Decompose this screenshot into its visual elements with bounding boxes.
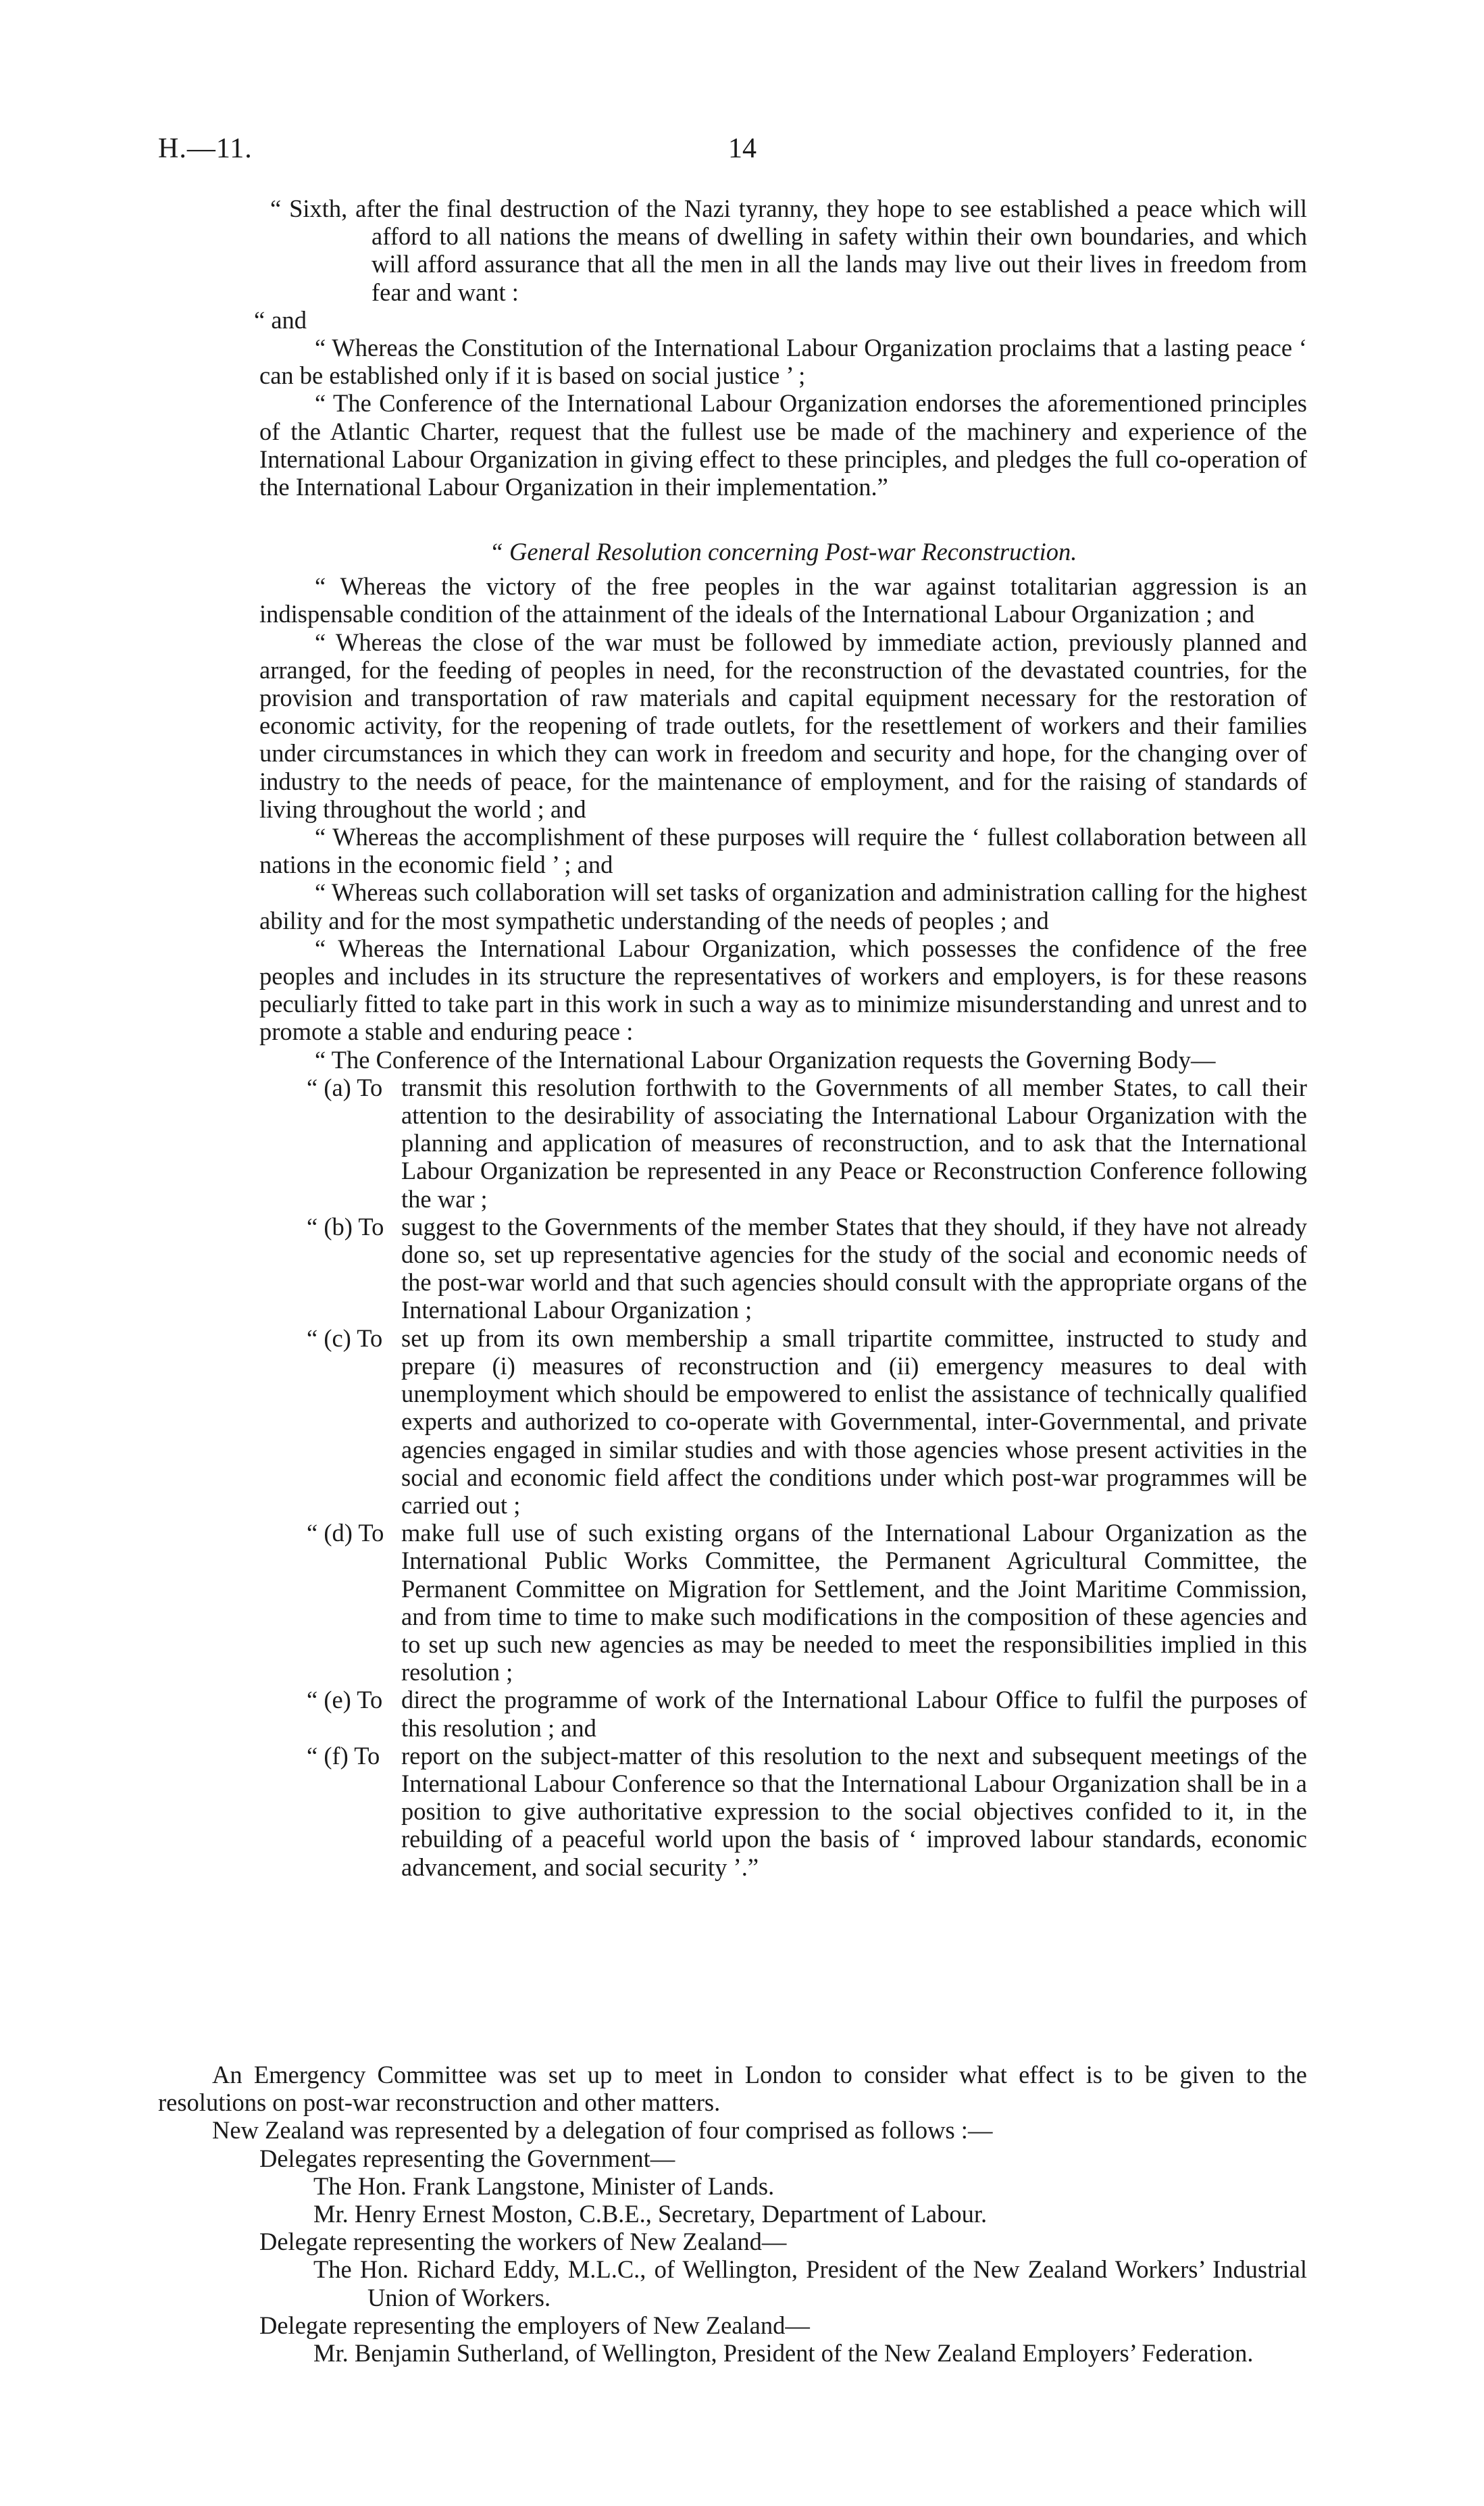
item-label: “ (c) To: [307, 1324, 383, 1352]
resolution-paragraph: “ Whereas such collaboration will set tasks of organization and administration calling for the highest ability and for the most sympathetic understanding of the needs of peoples ; and: [259, 878, 1307, 934]
emergency-committee-paragraph: An Emergency Committee was set up to meet in London to consider what effect is to be given to the resolutions on post-war reconstruction and other matters.: [158, 2061, 1307, 2117]
and-line: “ and: [254, 305, 307, 334]
item-label: “ (a) To: [307, 1073, 383, 1101]
resolution-item-e: [307, 1686, 1307, 1741]
delegation-intro: New Zealand was represented by a delegation of four comprised as follows :—: [212, 2116, 993, 2145]
resolution-title: “ General Resolution concerning Post-war Reconstruction.: [489, 538, 1077, 566]
workers-delegate: The Hon. Richard Eddy, M.L.C., of Wellington, President of the New Zealand Workers’ Industrial Union of Workers.: [313, 2255, 1307, 2311]
document-reference: H.—11.: [158, 133, 253, 164]
delegation-section: [158, 2061, 1307, 2367]
item-text: transmit this resolution forthwith to the Governments of all member States, to call their attention to the desirability of associating the International Labour Organization with the planning and application of measures of reconstruction, and to ask that the International Labour Organization be represented in any Peace or Reconstruction Conference following the war ;: [401, 1073, 1307, 1213]
item-text: direct the programme of work of the International Labour Office to fulfil the purposes of this resolution ; and: [401, 1686, 1307, 1742]
item-label: “ (b) To: [307, 1212, 384, 1241]
resolution-paragraph: “ Whereas the accomplishment of these purposes will require the ‘ fullest collaboration between all nations in the economic field ’ ; and: [259, 823, 1307, 879]
resolution-item-f: [307, 1742, 1307, 1881]
resolution-item-b: [307, 1213, 1307, 1324]
item-text: set up from its own membership a small tripartite committee, instructed to study and prepare (i) measures of reconstruction and (ii) emergency measures to deal with unemployment which should be empowered to enlist the assistance of technically qualified experts and authorized to co-operate with Governmental, inter-Governmental, and private agencies engaged in similar studies and with those agencies whose present activities in the social and economic field affect the conditions under which post-war programmes will be carried out ;: [401, 1324, 1307, 1519]
atlantic-charter-section: [254, 195, 1307, 501]
sixth-clause: “ Sixth, after the final destruction of the Nazi tyranny, they hope to see established a peace which will afford to all nations the means of dwelling in safety within their own boundaries, and which will afford assurance that all the men in all the lands may live out their lives in freedom from fear and want :: [270, 195, 1307, 306]
resolution-paragraph: “ Whereas the International Labour Organization, which possesses the confidence of the free peoples and includes in its structure the representatives of workers and employers, is for these reasons peculiarly fitted to take part in this work in such a way as to minimize misunderstanding and unrest and to promote a stable and enduring peace :: [259, 934, 1307, 1046]
resolution-paragraph: “ Whereas the victory of the free peoples in the war against totalitarian aggression is an indispensable condition of the attainment of the ideals of the International Labour Organization ; and: [259, 572, 1307, 628]
item-text: suggest to the Governments of the member States that they should, if they have not already done so, set up representative agencies for the study of the social and economic needs of the post-war world and that such agencies should consult with the appropriate organs of the International Labour Organization ;: [401, 1212, 1307, 1324]
government-heading: Delegates representing the Government—: [259, 2144, 675, 2172]
item-text: make full use of such existing organs of the International Labour Organization as the International Public Works Committee, the Permanent Agricultural Committee, the Permanent Committee on Migration for Settlement, and the Joint Maritime Commission, and from time to time to make such modifications in the composition of these agencies and to set up such new agencies as may be needed to meet the responsibilities implied in this resolution ;: [401, 1519, 1307, 1686]
resolution-paragraph: “ The Conference of the International Labour Organization requests the Governing Body—: [315, 1045, 1216, 1074]
resolution-item-a: [307, 1074, 1307, 1213]
item-label: “ (d) To: [307, 1519, 384, 1547]
item-label: “ (e) To: [307, 1686, 383, 1714]
page-number: 14: [728, 133, 757, 164]
workers-heading: Delegate representing the workers of New Zealand—: [259, 2228, 787, 2256]
government-delegate: The Hon. Frank Langstone, Minister of Lands.: [313, 2172, 775, 2200]
government-delegate: Mr. Henry Ernest Moston, C.B.E., Secretary, Department of Labour.: [313, 2200, 988, 2228]
employers-delegate: Mr. Benjamin Sutherland, of Wellington, President of the New Zealand Employers’ Federation.: [313, 2339, 1254, 2367]
item-text: report on the subject-matter of this resolution to the next and subsequent meetings of the International Labour Conference so that the International Labour Organization shall be in a position to give authoritative expression to the social objectives confided to it, in the rebuilding of a peaceful world upon the basis of ‘ improved labour standards, economic advancement, and social security ’.”: [401, 1741, 1307, 1881]
item-label: “ (f) To: [307, 1741, 380, 1770]
conference-endorsement: “ The Conference of the International Labour Organization endorses the aforementioned principles of the Atlantic Charter, request that the fullest use be made of the machinery and experience of the International Labour Organization in giving effect to these principles, and pledges the full co-operation of the International Labour Organization in their implementation.”: [259, 389, 1307, 501]
resolution-section: [259, 520, 1307, 1881]
whereas-constitution: “ Whereas the Constitution of the International Labour Organization proclaims that a lasting peace ‘ can be established only if it is based on social justice ’ ;: [259, 334, 1307, 390]
resolution-paragraph: “ Whereas the close of the war must be followed by immediate action, previously planned and arranged, for the feeding of peoples in need, for the reconstruction of the devastated countries, for the provision and transportation of raw materials and capital equipment necessary for the restoration of economic activity, for the reopening of trade outlets, for the resettlement of workers and their families under circumstances in which they can work in freedom and security and hope, for the changing over of industry to the needs of peace, for the maintenance of employment, and for the raising of standards of living throughout the world ; and: [259, 628, 1307, 823]
resolution-item-d: [307, 1519, 1307, 1686]
resolution-item-c: [307, 1324, 1307, 1519]
employers-heading: Delegate representing the employers of New Zealand—: [259, 2311, 810, 2339]
